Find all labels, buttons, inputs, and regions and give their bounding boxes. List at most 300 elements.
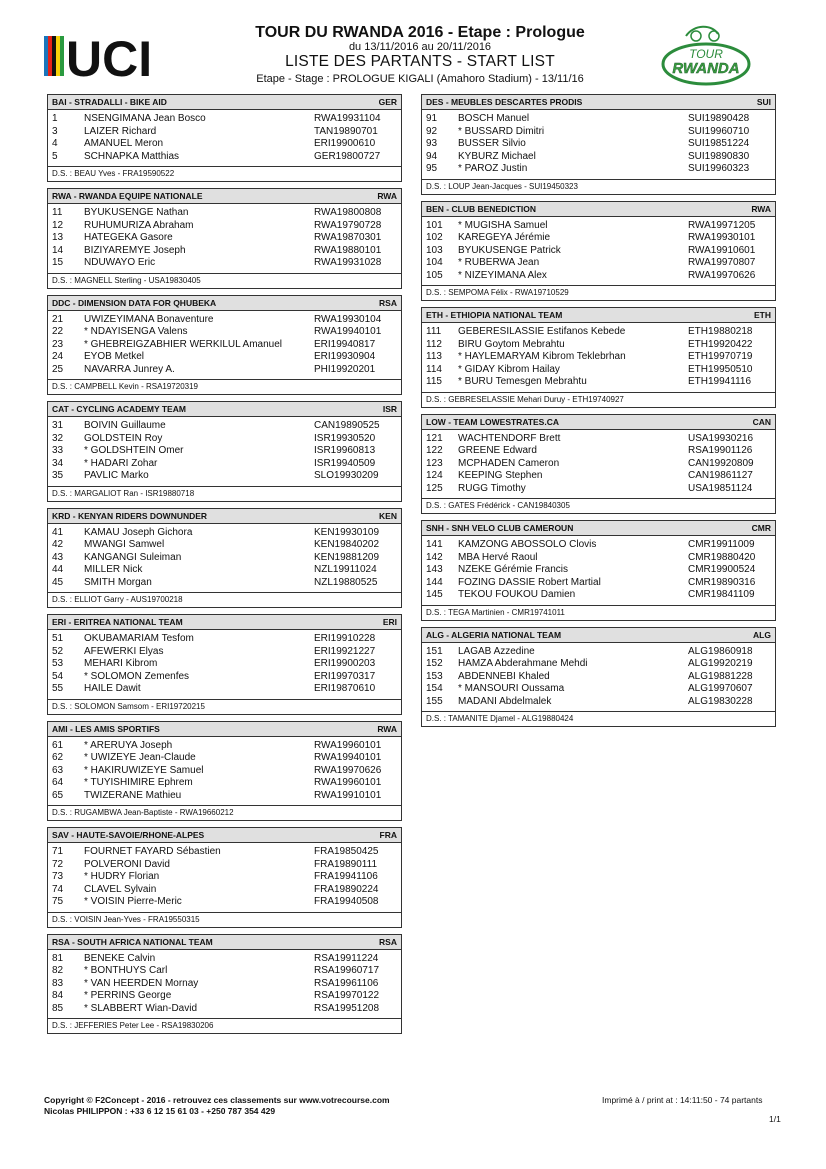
rider-number: 51 bbox=[52, 633, 64, 644]
rider-name: * BURU Temesgen Mebrahtu bbox=[458, 376, 587, 387]
rider-name: BIZIYAREMYE Joseph bbox=[84, 244, 186, 256]
rider-number: 35 bbox=[52, 470, 64, 481]
rider-list bbox=[48, 110, 401, 167]
rider-number: 93 bbox=[426, 138, 438, 149]
team-name: RSA - SOUTH AFRICA NATIONAL TEAM bbox=[52, 936, 213, 947]
rider-name: AFEWERKI Elyas bbox=[84, 645, 164, 657]
rider-name: * MUGISHA Samuel bbox=[458, 219, 548, 231]
rider-row bbox=[48, 765, 401, 778]
rider-uci-code: CAN19890525 bbox=[314, 420, 380, 431]
rider-row bbox=[48, 646, 401, 659]
sport-director: D.S. : TAMANITE Djamel - ALG19880424 bbox=[426, 714, 574, 723]
rider-name: KEEPING Stephen bbox=[458, 470, 543, 481]
sport-director: D.S. : CAMPBELL Kevin - RSA19720319 bbox=[52, 382, 198, 391]
rider-list bbox=[422, 643, 775, 713]
team-header bbox=[48, 189, 401, 204]
rider-uci-code: NZL19880525 bbox=[314, 576, 378, 588]
rider-name: ABDENNEBI Khaled bbox=[458, 670, 550, 682]
rider-number: 103 bbox=[426, 244, 443, 256]
rider-number: 104 bbox=[426, 257, 443, 268]
rider-uci-code: FRA19850425 bbox=[314, 846, 379, 857]
team-name: AMI - LES AMIS SPORTIFS bbox=[52, 723, 160, 734]
team-header bbox=[422, 521, 775, 536]
rider-name: BENEKE Calvin bbox=[84, 952, 156, 964]
rider-number: 91 bbox=[426, 113, 438, 124]
rider-number: 122 bbox=[426, 445, 443, 456]
rider-uci-code: RWA19910601 bbox=[688, 244, 756, 256]
rider-name: RUHUMURIZA Abraham bbox=[84, 219, 194, 231]
rider-name: OKUBAMARIAM Tesfom bbox=[84, 633, 194, 644]
rider-uci-code: RWA19930104 bbox=[314, 313, 382, 325]
rider-uci-code: ERI19970317 bbox=[314, 670, 376, 682]
sport-director: D.S. : JEFFERIES Peter Lee - RSA19830206 bbox=[52, 1021, 214, 1030]
rider-uci-code: KEN19840202 bbox=[314, 539, 380, 550]
rider-row bbox=[422, 351, 775, 364]
rider-row bbox=[48, 420, 401, 433]
rider-uci-code: USA19930216 bbox=[688, 432, 754, 444]
rider-name: * SLABBERT Wian-David bbox=[84, 1002, 198, 1014]
rider-list bbox=[48, 843, 401, 913]
rider-row bbox=[48, 151, 401, 164]
sport-director: D.S. : RUGAMBWA Jean-Baptiste - RWA19660212 bbox=[52, 808, 234, 817]
rider-number: 44 bbox=[52, 564, 64, 575]
rider-number: 143 bbox=[426, 564, 443, 575]
race-dates: du 13/11/2016 au 20/11/2016 bbox=[348, 41, 492, 53]
rider-number: 85 bbox=[52, 1002, 64, 1014]
rider-number: 115 bbox=[426, 376, 442, 387]
rider-name: BUSSER Silvio bbox=[458, 138, 526, 149]
rider-number: 42 bbox=[52, 539, 64, 550]
rider-row bbox=[48, 790, 401, 803]
rider-name: * ARERUYA Joseph bbox=[84, 739, 173, 751]
rider-row bbox=[48, 953, 401, 966]
rider-uci-code: ALG19881228 bbox=[688, 670, 753, 682]
rider-row bbox=[422, 646, 775, 659]
rider-row bbox=[48, 871, 401, 884]
team-header bbox=[48, 95, 401, 110]
rider-row bbox=[422, 589, 775, 602]
rider-name: LAIZER Richard bbox=[84, 125, 157, 137]
rider-name: MWANGI Samwel bbox=[84, 539, 165, 550]
rider-uci-code: FRA19941106 bbox=[314, 871, 378, 882]
rider-number: 144 bbox=[426, 576, 443, 588]
rider-number: 62 bbox=[52, 752, 64, 763]
rider-name: FOZING DASSIE Robert Martial bbox=[458, 576, 601, 588]
rider-uci-code: RWA19870301 bbox=[314, 232, 382, 243]
rider-row bbox=[48, 232, 401, 245]
rider-number: 75 bbox=[52, 896, 64, 907]
rider-name: GEBERESILASSIE Estifanos Kebede bbox=[458, 326, 626, 337]
rider-uci-code: ALG19830228 bbox=[688, 695, 753, 707]
team-country: CAN bbox=[752, 416, 771, 427]
rider-row bbox=[48, 433, 401, 446]
rider-name: CLAVEL Sylvain bbox=[84, 883, 157, 895]
rider-uci-code: NZL19911024 bbox=[314, 564, 377, 575]
rider-number: 63 bbox=[52, 764, 64, 776]
rider-number: 102 bbox=[426, 232, 443, 243]
team-name: SAV - HAUTE-SAVOIE/RHONE-ALPES bbox=[52, 830, 205, 840]
rider-number: 111 bbox=[426, 326, 442, 337]
team-block bbox=[47, 295, 402, 396]
rider-uci-code: ETH19970719 bbox=[688, 351, 753, 362]
rider-uci-code: RWA19970807 bbox=[688, 257, 756, 268]
rider-name: GOLDSTEIN Roy bbox=[84, 432, 163, 444]
rider-number: 101 bbox=[426, 219, 443, 231]
rider-name: * HUDRY Florian bbox=[84, 871, 160, 882]
rider-uci-code: RSA19960717 bbox=[314, 965, 380, 976]
rider-uci-code: RWA19940101 bbox=[314, 326, 382, 337]
rider-name: * UWIZEYE Jean-Claude bbox=[84, 752, 196, 763]
rider-uci-code: RSA19911224 bbox=[314, 952, 379, 964]
rider-row bbox=[48, 445, 401, 458]
rider-name: * TUYISHIMIRE Ephrem bbox=[84, 777, 193, 788]
rider-name: NZEKE Gérémie Francis bbox=[458, 564, 569, 575]
rider-number: 52 bbox=[52, 645, 64, 657]
rider-uci-code: ERI19900610 bbox=[314, 138, 376, 149]
rider-uci-code: ERI19921227 bbox=[314, 645, 376, 657]
rider-uci-code: RSA19901126 bbox=[688, 445, 753, 456]
rider-number: 12 bbox=[52, 219, 64, 231]
rider-name: * PAROZ Justin bbox=[458, 163, 528, 174]
rider-uci-code: PHI19920201 bbox=[314, 363, 376, 375]
team-name: BAI - STRADALLI - BIKE AID bbox=[52, 97, 167, 107]
rider-row bbox=[422, 671, 775, 684]
rider-row bbox=[422, 257, 775, 270]
rider-uci-code: RWA19790728 bbox=[314, 219, 382, 231]
rider-number: 92 bbox=[426, 125, 438, 137]
team-header bbox=[422, 95, 775, 110]
rider-name: KAMAU Joseph Gichora bbox=[84, 526, 193, 538]
team-block bbox=[47, 827, 402, 928]
rider-uci-code: ETH19941116 bbox=[688, 376, 752, 387]
rider-row bbox=[48, 658, 401, 671]
rider-uci-code: FRA19890224 bbox=[314, 883, 379, 895]
rider-row bbox=[48, 257, 401, 270]
rider-name: SMITH Morgan bbox=[84, 576, 152, 588]
rider-row bbox=[422, 245, 775, 258]
team-block bbox=[421, 627, 776, 728]
rider-name: BYUKUSENGE Patrick bbox=[458, 244, 561, 256]
rider-row bbox=[48, 990, 401, 1003]
rider-list bbox=[422, 110, 775, 180]
sport-director: D.S. : VOISIN Jean-Yves - FRA19550315 bbox=[52, 914, 200, 924]
tour-du-rwanda-logo bbox=[660, 22, 752, 88]
team-block bbox=[421, 94, 776, 195]
rider-uci-code: CMR19841109 bbox=[688, 589, 755, 600]
team-block bbox=[47, 508, 402, 609]
sport-director: D.S. : MAGNELL Sterling - USA19830405 bbox=[52, 275, 201, 285]
team-block bbox=[421, 520, 776, 621]
rider-name: * SOLOMON Zemenfes bbox=[84, 670, 190, 682]
rider-row bbox=[422, 220, 775, 233]
team-block bbox=[421, 414, 776, 515]
rider-number: 55 bbox=[52, 683, 64, 694]
page-number: 1/1 bbox=[769, 1114, 781, 1124]
rider-name: MBA Hervé Raoul bbox=[458, 551, 538, 563]
rider-uci-code: RWA19960101 bbox=[314, 777, 382, 788]
rider-number: 41 bbox=[52, 526, 64, 538]
rider-uci-code: ERI19930904 bbox=[314, 351, 376, 362]
team-block bbox=[47, 94, 402, 182]
team-name: SNH - SNH VELO CLUB CAMEROUN bbox=[426, 523, 574, 533]
rider-name: GREENE Edward bbox=[458, 445, 537, 456]
rider-name: * HADARI Zohar bbox=[84, 457, 158, 469]
rider-uci-code: RSA19970122 bbox=[314, 990, 380, 1001]
start-list-title: LISTE DES PARTANTS - START LIST bbox=[285, 53, 555, 70]
rider-row bbox=[48, 527, 401, 540]
rider-name: BOSCH Manuel bbox=[458, 113, 530, 124]
rider-number: 14 bbox=[52, 244, 64, 256]
rider-name: * VOISIN Pierre-Meric bbox=[84, 896, 182, 907]
team-header bbox=[48, 296, 401, 311]
rider-name: FOURNET FAYARD Sébastien bbox=[84, 846, 221, 857]
rider-name: * VAN HEERDEN Mornay bbox=[84, 977, 199, 989]
team-name: ERI - ERITREA NATIONAL TEAM bbox=[52, 617, 183, 627]
rider-number: 72 bbox=[52, 858, 64, 870]
rider-uci-code: CMR19911009 bbox=[688, 539, 755, 550]
rider-number: 73 bbox=[52, 871, 64, 882]
rider-number: 31 bbox=[52, 420, 64, 431]
team-country: ERI bbox=[382, 617, 397, 627]
team-header bbox=[48, 828, 401, 843]
rider-number: 94 bbox=[426, 150, 438, 162]
rider-number: 155 bbox=[426, 695, 443, 707]
rider-number: 3 bbox=[52, 125, 58, 137]
rider-row bbox=[422, 696, 775, 709]
rider-number: 54 bbox=[52, 670, 64, 682]
team-header bbox=[422, 202, 775, 217]
rider-row bbox=[48, 220, 401, 233]
rider-uci-code: ALG19970607 bbox=[688, 683, 753, 694]
rider-number: 4 bbox=[52, 138, 58, 149]
rider-name: SCHNAPKA Matthias bbox=[84, 150, 180, 162]
rider-name: * BONTHUYS Carl bbox=[84, 965, 168, 976]
rider-name: WACHTENDORF Brett bbox=[458, 432, 561, 444]
rider-list bbox=[48, 737, 401, 807]
team-country: CMR bbox=[751, 523, 771, 533]
rider-uci-code: RWA19930101 bbox=[688, 232, 756, 243]
rider-name: NSENGIMANA Jean Bosco bbox=[84, 113, 206, 124]
footer-print-info: Imprimé à / print at : 14:11:50 - 74 partants bbox=[602, 1095, 763, 1105]
rider-uci-code: RWA19970626 bbox=[314, 764, 382, 776]
rider-row bbox=[422, 564, 775, 577]
rider-row bbox=[48, 740, 401, 753]
rider-row bbox=[422, 138, 775, 151]
rider-number: 43 bbox=[52, 551, 64, 563]
rider-row bbox=[48, 458, 401, 471]
rider-uci-code: SUI19890830 bbox=[688, 150, 750, 162]
rider-list bbox=[48, 524, 401, 594]
rider-uci-code: KEN19881209 bbox=[314, 551, 380, 563]
rider-name: MADANI Abdelmalek bbox=[458, 695, 552, 707]
rider-uci-code: ERI19870610 bbox=[314, 683, 376, 694]
rider-row bbox=[48, 859, 401, 872]
sport-director: D.S. : SEMPOMA Félix - RWA19710529 bbox=[426, 288, 569, 297]
race-title: TOUR DU RWANDA 2016 - Etape : Prologue bbox=[255, 24, 585, 41]
rider-row bbox=[48, 564, 401, 577]
rider-row bbox=[422, 126, 775, 139]
right-team-column bbox=[421, 94, 776, 733]
rider-number: 24 bbox=[52, 351, 64, 362]
rider-number: 142 bbox=[426, 551, 443, 563]
rider-number: 65 bbox=[52, 789, 64, 801]
uci-logo bbox=[44, 30, 179, 80]
rider-uci-code: CAN19920809 bbox=[688, 457, 754, 469]
sport-director: D.S. : LOUP Jean-Jacques - SUI19450323 bbox=[426, 181, 578, 191]
rider-uci-code: SUI19960323 bbox=[688, 163, 750, 174]
rider-row bbox=[422, 151, 775, 164]
rider-uci-code: ISR19930520 bbox=[314, 432, 376, 444]
rider-uci-code: SUI19960710 bbox=[688, 125, 750, 137]
rider-number: 121 bbox=[426, 432, 443, 444]
rider-row bbox=[48, 326, 401, 339]
rider-row bbox=[422, 658, 775, 671]
rider-uci-code: USA19851124 bbox=[688, 482, 753, 494]
team-country: RWA bbox=[377, 723, 397, 734]
team-header bbox=[422, 628, 775, 643]
rider-row bbox=[48, 846, 401, 859]
left-team-column bbox=[47, 94, 402, 1040]
rider-number: 71 bbox=[52, 846, 64, 857]
team-block bbox=[47, 188, 402, 289]
logo-rwanda-text: RWANDA bbox=[672, 60, 740, 77]
rider-number: 11 bbox=[52, 207, 63, 218]
stage-info: Etape - Stage : PROLOGUE KIGALI (Amahoro Stadium) - 13/11/16 bbox=[256, 73, 584, 85]
rider-row bbox=[48, 978, 401, 991]
rider-name: LAGAB Azzedine bbox=[458, 645, 535, 657]
rider-number: 105 bbox=[426, 269, 443, 281]
rider-row bbox=[422, 458, 775, 471]
rider-number: 145 bbox=[426, 589, 443, 600]
team-country: SUI bbox=[756, 97, 771, 107]
rider-uci-code: ALG19920219 bbox=[688, 658, 753, 669]
rider-name: BOIVIN Guillaume bbox=[84, 420, 166, 431]
team-block bbox=[421, 307, 776, 408]
rider-uci-code: ERI19900203 bbox=[314, 658, 376, 669]
team-header bbox=[48, 935, 401, 950]
rider-list bbox=[422, 536, 775, 606]
rider-number: 1 bbox=[52, 113, 58, 124]
rider-row bbox=[48, 314, 401, 327]
rider-row bbox=[48, 1003, 401, 1016]
rider-name: * BUSSARD Dimitri bbox=[458, 125, 545, 137]
rider-uci-code: ERI19910228 bbox=[314, 633, 376, 644]
rider-name: BYUKUSENGE Nathan bbox=[84, 207, 189, 218]
rider-number: 34 bbox=[52, 457, 64, 469]
rider-name: EYOB Metkel bbox=[84, 351, 145, 362]
logo-tour-text: TOUR bbox=[689, 47, 723, 61]
team-country: ISR bbox=[382, 404, 397, 414]
team-header bbox=[48, 615, 401, 630]
rider-name: * GHEBREIGZABHIER WERKILUL Amanuel bbox=[84, 338, 283, 350]
rider-name: TEKOU FOUKOU Damien bbox=[458, 589, 576, 600]
sport-director: D.S. : MARGALIOT Ran - ISR19880718 bbox=[52, 488, 195, 498]
rider-uci-code: RWA19931104 bbox=[314, 113, 381, 124]
footer-contact: Nicolas PHILIPPON : +33 6 12 15 61 03 - +250 787 354 429 bbox=[44, 1106, 276, 1116]
team-name: ETH - ETHIOPIA NATIONAL TEAM bbox=[426, 310, 563, 320]
team-country: RSA bbox=[379, 297, 397, 308]
rider-row bbox=[48, 752, 401, 765]
rider-number: 123 bbox=[426, 457, 443, 469]
rider-name: * NIZEYIMANA Alex bbox=[458, 269, 547, 281]
rider-row bbox=[48, 470, 401, 483]
rider-name: MEHARI Kibrom bbox=[84, 658, 158, 669]
rider-row bbox=[422, 445, 775, 458]
sport-director: D.S. : GATES Frédérick - CAN19840305 bbox=[426, 501, 570, 510]
rider-number: 125 bbox=[426, 482, 443, 494]
team-country: ETH bbox=[754, 310, 771, 320]
rider-row bbox=[422, 683, 775, 696]
sport-director: D.S. : TEGA Martinien - CMR19741011 bbox=[426, 607, 565, 617]
rider-number: 64 bbox=[52, 777, 64, 788]
rider-name: RUGG Timothy bbox=[458, 482, 526, 494]
rider-uci-code: RWA19931028 bbox=[314, 257, 382, 268]
team-name: KRD - KENYAN RIDERS DOWNUNDER bbox=[52, 510, 208, 521]
rider-name: KAMZONG ABOSSOLO Clovis bbox=[458, 539, 597, 550]
rider-row bbox=[48, 126, 401, 139]
team-header bbox=[48, 509, 401, 524]
rider-uci-code: SUI19890428 bbox=[688, 113, 750, 124]
sport-director: D.S. : GEBRESELASSIE Mehari Duruy - ETH19740927 bbox=[426, 394, 624, 404]
sport-director: D.S. : ELLIOT Garry - AUS19700218 bbox=[52, 595, 183, 604]
rider-row bbox=[48, 896, 401, 909]
rider-number: 95 bbox=[426, 163, 438, 174]
rider-uci-code: ERI19940817 bbox=[314, 338, 376, 350]
rider-uci-code: RWA19910101 bbox=[314, 789, 382, 801]
team-country: RWA bbox=[377, 191, 397, 201]
rider-uci-code: RSA19961106 bbox=[314, 977, 379, 989]
rider-number: 5 bbox=[52, 150, 58, 162]
rider-uci-code: RWA19970626 bbox=[688, 269, 756, 281]
rider-row bbox=[48, 965, 401, 978]
rider-row bbox=[48, 683, 401, 696]
rider-row bbox=[422, 364, 775, 377]
rider-uci-code: RWA19971205 bbox=[688, 219, 756, 231]
rider-uci-code: CAN19861127 bbox=[688, 470, 753, 481]
rider-number: 61 bbox=[52, 739, 64, 751]
rider-row bbox=[422, 270, 775, 283]
rider-row bbox=[48, 113, 401, 126]
team-country: GER bbox=[378, 97, 397, 107]
rider-name: HATEGEKA Gasore bbox=[84, 232, 173, 243]
rider-uci-code: FRA19890111 bbox=[314, 858, 378, 870]
sport-director: D.S. : SOLOMON Samsom - ERI19720215 bbox=[52, 701, 205, 711]
team-block bbox=[421, 201, 776, 302]
rider-number: 15 bbox=[52, 257, 64, 268]
rider-row bbox=[48, 364, 401, 377]
rider-number: 114 bbox=[426, 363, 442, 375]
rider-number: 21 bbox=[52, 313, 64, 325]
rider-number: 25 bbox=[52, 363, 64, 375]
team-block bbox=[47, 721, 402, 822]
rider-name: UWIZEYIMANA Bonaventure bbox=[84, 313, 214, 325]
rider-number: 53 bbox=[52, 658, 64, 669]
rider-list bbox=[48, 311, 401, 381]
team-header bbox=[422, 415, 775, 430]
rider-row bbox=[422, 163, 775, 176]
team-name: RWA - RWANDA EQUIPE NATIONALE bbox=[52, 191, 203, 201]
team-country: ALG bbox=[753, 629, 771, 640]
rider-uci-code: CMR19890316 bbox=[688, 576, 756, 588]
rider-row bbox=[48, 138, 401, 151]
rider-name: KYBURZ Michael bbox=[458, 150, 536, 162]
team-country: FRA bbox=[379, 830, 397, 840]
rider-number: 23 bbox=[52, 338, 64, 350]
rider-row bbox=[422, 339, 775, 352]
rider-name: * HAYLEMARYAM Kibrom Teklebrhan bbox=[458, 351, 626, 362]
rider-uci-code: ISR19960813 bbox=[314, 445, 376, 456]
rider-row bbox=[422, 539, 775, 552]
